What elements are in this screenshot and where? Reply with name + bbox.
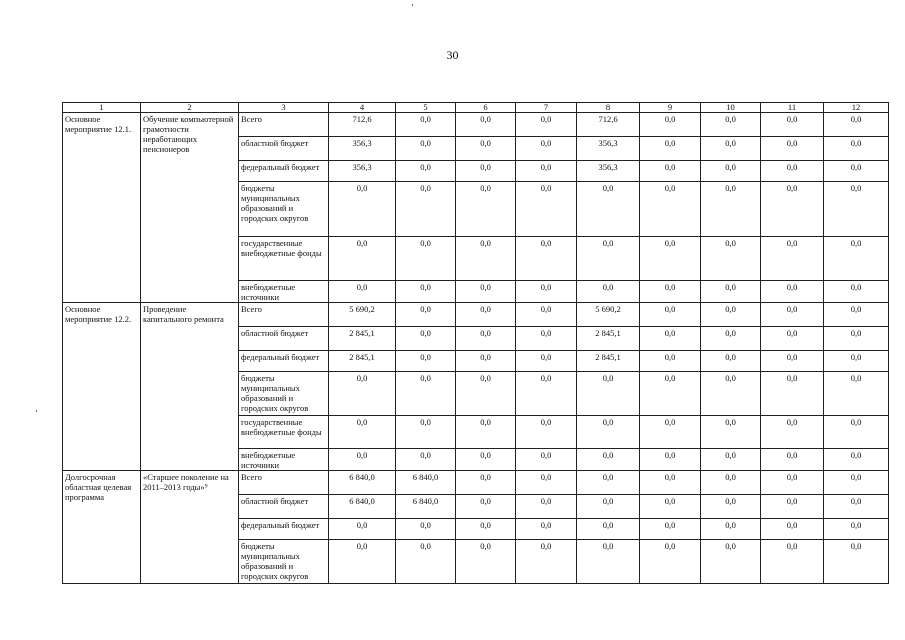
value-cell: 0,0 (516, 416, 577, 449)
value-cell: 0,0 (761, 281, 824, 303)
value-cell: 0,0 (456, 303, 516, 327)
value-cell: 0,0 (761, 449, 824, 471)
column-number-row (63, 103, 889, 113)
funding-source-cell: Всего (239, 303, 329, 327)
value-cell: 0,0 (701, 182, 761, 237)
value-cell: 0,0 (456, 281, 516, 303)
value-cell: 0,0 (396, 113, 456, 137)
value-cell: 0,0 (396, 161, 456, 182)
value-cell: 0,0 (640, 372, 701, 416)
value-cell: 0,0 (577, 281, 640, 303)
value-cell: 0,0 (329, 281, 396, 303)
value-cell: 0,0 (456, 416, 516, 449)
value-cell: 0,0 (516, 237, 577, 281)
column-header: 5 (396, 103, 456, 113)
column-header: 6 (456, 103, 516, 113)
value-cell: 0,0 (824, 182, 889, 237)
table-body (63, 113, 889, 584)
value-cell: 0,0 (396, 351, 456, 372)
value-cell: 0,0 (640, 113, 701, 137)
value-cell: 0,0 (640, 327, 701, 351)
value-cell: 356,3 (577, 161, 640, 182)
value-cell: 0,0 (456, 137, 516, 161)
value-cell: 0,0 (761, 161, 824, 182)
funding-source-cell: федеральный бюджет (239, 519, 329, 540)
value-cell: 0,0 (516, 540, 577, 584)
value-cell: 5 690,2 (329, 303, 396, 327)
value-cell: 0,0 (516, 113, 577, 137)
value-cell: 0,0 (396, 540, 456, 584)
value-cell: 0,0 (640, 449, 701, 471)
value-cell: 0,0 (456, 495, 516, 519)
column-header: 8 (577, 103, 640, 113)
value-cell: 0,0 (701, 237, 761, 281)
value-cell: 0,0 (701, 113, 761, 137)
funding-source-cell: областной бюджет (239, 137, 329, 161)
value-cell: 0,0 (761, 113, 824, 137)
measure-cell: Основное мероприятие 12.1. (63, 113, 141, 303)
value-cell: 0,0 (761, 237, 824, 281)
funding-source-cell: государственные внебюджетные фонды (239, 237, 329, 281)
value-cell: 0,0 (516, 137, 577, 161)
value-cell: 712,6 (329, 113, 396, 137)
funding-source-cell: государственные внебюджетные фонды (239, 416, 329, 449)
value-cell: 0,0 (396, 372, 456, 416)
value-cell: 0,0 (701, 161, 761, 182)
value-cell: 0,0 (577, 372, 640, 416)
value-cell: 0,0 (640, 540, 701, 584)
value-cell: 0,0 (329, 540, 396, 584)
funding-source-cell: бюджеты муниципальных образований и городских округов (239, 540, 329, 584)
value-cell: 0,0 (516, 182, 577, 237)
value-cell: 0,0 (456, 540, 516, 584)
name-cell: Проведение капитального ремонта (141, 303, 239, 471)
value-cell: 0,0 (456, 449, 516, 471)
value-cell: 0,0 (824, 519, 889, 540)
value-cell: 0,0 (761, 351, 824, 372)
column-header: 3 (239, 103, 329, 113)
value-cell: 0,0 (456, 237, 516, 281)
column-header: 11 (761, 103, 824, 113)
value-cell: 356,3 (329, 161, 396, 182)
value-cell: 0,0 (456, 372, 516, 416)
value-cell: 0,0 (577, 237, 640, 281)
value-cell: 0,0 (640, 237, 701, 281)
column-header: 1 (63, 103, 141, 113)
value-cell: 0,0 (516, 281, 577, 303)
value-cell: 0,0 (396, 416, 456, 449)
value-cell: 0,0 (701, 416, 761, 449)
value-cell: 0,0 (329, 237, 396, 281)
value-cell: 0,0 (824, 161, 889, 182)
value-cell: 0,0 (577, 449, 640, 471)
value-cell: 0,0 (329, 372, 396, 416)
column-header: 9 (640, 103, 701, 113)
value-cell: 0,0 (396, 303, 456, 327)
value-cell: 2 845,1 (577, 351, 640, 372)
scan-mark (36, 410, 37, 412)
value-cell: 0,0 (456, 327, 516, 351)
value-cell: 0,0 (824, 372, 889, 416)
value-cell: 0,0 (701, 137, 761, 161)
value-cell: 0,0 (701, 281, 761, 303)
name-cell: «Старшее поколение на 2011–2013 годы»⁹ (141, 471, 239, 584)
value-cell: 0,0 (824, 540, 889, 584)
value-cell: 0,0 (516, 161, 577, 182)
value-cell: 0,0 (761, 137, 824, 161)
value-cell: 0,0 (701, 303, 761, 327)
value-cell: 0,0 (640, 303, 701, 327)
value-cell: 0,0 (640, 182, 701, 237)
value-cell: 0,0 (456, 351, 516, 372)
value-cell: 0,0 (824, 471, 889, 495)
funding-source-cell: внебюджетные источники (239, 281, 329, 303)
value-cell: 0,0 (456, 471, 516, 495)
value-cell: 0,0 (516, 327, 577, 351)
table-row (63, 113, 889, 137)
column-header: 4 (329, 103, 396, 113)
value-cell: 0,0 (824, 416, 889, 449)
value-cell: 0,0 (701, 540, 761, 584)
value-cell: 0,0 (701, 471, 761, 495)
value-cell: 0,0 (761, 540, 824, 584)
funding-source-cell: бюджеты муниципальных образований и городских округов (239, 372, 329, 416)
value-cell: 6 840,0 (396, 471, 456, 495)
value-cell: 0,0 (761, 182, 824, 237)
value-cell: 0,0 (396, 281, 456, 303)
value-cell: 0,0 (824, 303, 889, 327)
value-cell: 0,0 (761, 327, 824, 351)
value-cell: 0,0 (640, 281, 701, 303)
value-cell: 0,0 (516, 519, 577, 540)
value-cell: 356,3 (577, 137, 640, 161)
value-cell: 2 845,1 (329, 351, 396, 372)
value-cell: 0,0 (516, 449, 577, 471)
column-header: 2 (141, 103, 239, 113)
value-cell: 0,0 (701, 327, 761, 351)
value-cell: 0,0 (824, 237, 889, 281)
measure-cell: Долгосрочная областная целевая программа (63, 471, 141, 584)
table-row (63, 471, 889, 495)
column-header: 10 (701, 103, 761, 113)
value-cell: 0,0 (640, 351, 701, 372)
scan-mark (412, 4, 413, 6)
value-cell: 0,0 (761, 495, 824, 519)
value-cell: 0,0 (456, 113, 516, 137)
value-cell: 0,0 (577, 519, 640, 540)
value-cell: 0,0 (329, 519, 396, 540)
value-cell: 6 840,0 (329, 495, 396, 519)
column-header: 7 (516, 103, 577, 113)
value-cell: 0,0 (824, 449, 889, 471)
value-cell: 0,0 (516, 372, 577, 416)
value-cell: 0,0 (456, 161, 516, 182)
value-cell: 2 845,1 (577, 327, 640, 351)
value-cell: 0,0 (824, 113, 889, 137)
funding-source-cell: областной бюджет (239, 495, 329, 519)
name-cell: Обучение компьютерной грамотности неработающих пенсионеров (141, 113, 239, 303)
value-cell: 0,0 (701, 519, 761, 540)
value-cell: 0,0 (516, 495, 577, 519)
column-header: 12 (824, 103, 889, 113)
value-cell: 0,0 (640, 416, 701, 449)
value-cell: 0,0 (396, 327, 456, 351)
value-cell: 0,0 (329, 416, 396, 449)
funding-source-cell: федеральный бюджет (239, 161, 329, 182)
value-cell: 0,0 (396, 182, 456, 237)
value-cell: 0,0 (640, 471, 701, 495)
value-cell: 0,0 (516, 471, 577, 495)
value-cell: 0,0 (824, 351, 889, 372)
value-cell: 0,0 (577, 540, 640, 584)
value-cell: 5 690,2 (577, 303, 640, 327)
value-cell: 712,6 (577, 113, 640, 137)
value-cell: 0,0 (701, 449, 761, 471)
value-cell: 0,0 (824, 137, 889, 161)
value-cell: 0,0 (577, 495, 640, 519)
value-cell: 0,0 (824, 495, 889, 519)
measure-cell: Основное мероприятие 12.2. (63, 303, 141, 471)
funding-source-cell: внебюджетные источники (239, 449, 329, 471)
table-row (63, 303, 889, 327)
funding-source-cell: областной бюджет (239, 327, 329, 351)
value-cell: 0,0 (640, 495, 701, 519)
value-cell: 0,0 (396, 449, 456, 471)
value-cell: 0,0 (329, 449, 396, 471)
value-cell: 0,0 (701, 351, 761, 372)
value-cell: 0,0 (329, 182, 396, 237)
budget-table (62, 102, 889, 584)
value-cell: 6 840,0 (396, 495, 456, 519)
value-cell: 0,0 (577, 471, 640, 495)
page-number: 30 (446, 48, 459, 62)
value-cell: 0,0 (761, 519, 824, 540)
value-cell: 0,0 (577, 416, 640, 449)
value-cell: 0,0 (456, 182, 516, 237)
value-cell: 0,0 (577, 182, 640, 237)
value-cell: 0,0 (640, 519, 701, 540)
value-cell: 0,0 (516, 303, 577, 327)
value-cell: 0,0 (640, 137, 701, 161)
value-cell: 0,0 (640, 161, 701, 182)
value-cell: 0,0 (761, 372, 824, 416)
value-cell: 0,0 (396, 137, 456, 161)
value-cell: 0,0 (396, 519, 456, 540)
value-cell: 0,0 (761, 416, 824, 449)
value-cell: 356,3 (329, 137, 396, 161)
value-cell: 0,0 (456, 519, 516, 540)
value-cell: 0,0 (701, 372, 761, 416)
value-cell: 0,0 (824, 327, 889, 351)
value-cell: 0,0 (761, 471, 824, 495)
value-cell: 0,0 (516, 351, 577, 372)
value-cell: 0,0 (761, 303, 824, 327)
value-cell: 0,0 (701, 495, 761, 519)
funding-source-cell: Всего (239, 471, 329, 495)
value-cell: 2 845,1 (329, 327, 396, 351)
funding-source-cell: федеральный бюджет (239, 351, 329, 372)
value-cell: 0,0 (396, 237, 456, 281)
funding-source-cell: Всего (239, 113, 329, 137)
value-cell: 0,0 (824, 281, 889, 303)
value-cell: 6 840,0 (329, 471, 396, 495)
funding-source-cell: бюджеты муниципальных образований и городских округов (239, 182, 329, 237)
